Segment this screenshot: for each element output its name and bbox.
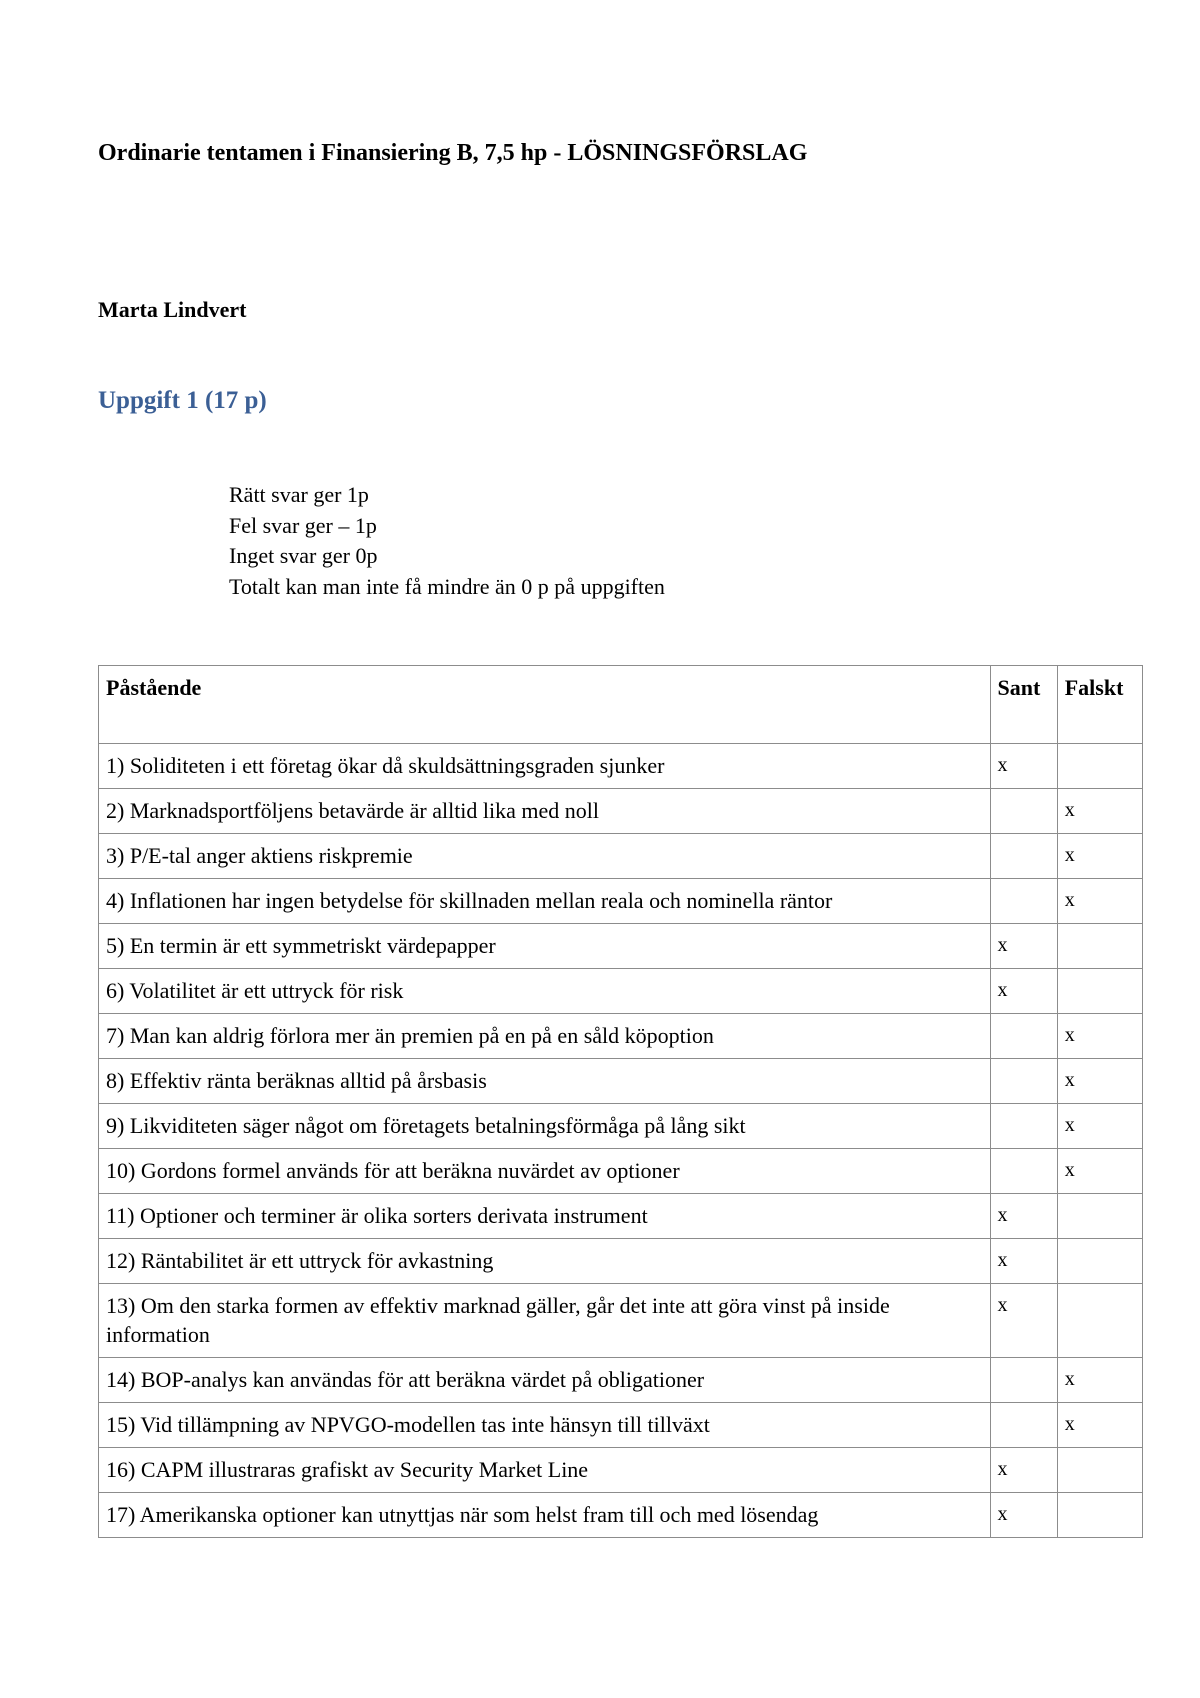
header-statement: Påstående	[99, 666, 991, 744]
falskt-cell	[1057, 924, 1142, 969]
table-row	[99, 1149, 1143, 1194]
falskt-cell	[1057, 1239, 1142, 1284]
rule-item: Rätt svar ger 1p	[229, 482, 369, 507]
statement-cell: 8) Effektiv ränta beräknas alltid på årsbasis	[99, 1059, 991, 1104]
sant-cell: x	[990, 1239, 1057, 1284]
statement-cell: 7) Man kan aldrig förlora mer än premien på en på en såld köpoption	[99, 1014, 991, 1059]
table-row	[99, 1194, 1143, 1239]
table-row	[99, 1239, 1143, 1284]
table-row	[99, 1448, 1143, 1493]
sant-cell: x	[990, 1284, 1057, 1358]
sant-cell	[990, 1403, 1057, 1448]
statement-cell: 13) Om den starka formen av effektiv marknad gäller, går det inte att göra vinst på inside information	[99, 1284, 991, 1358]
falskt-cell: x	[1057, 789, 1142, 834]
table-row	[99, 879, 1143, 924]
sant-cell: x	[990, 969, 1057, 1014]
table-row	[99, 924, 1143, 969]
sant-cell: x	[990, 744, 1057, 789]
statement-cell: 1) Soliditeten i ett företag ökar då skuldsättningsgraden sjunker	[99, 744, 991, 789]
document-title: Ordinarie tentamen i Finansiering B, 7,5 hp - LÖSNINGSFÖRSLAG	[98, 140, 808, 166]
rule-item: Totalt kan man inte få mindre än 0 p på uppgiften	[229, 573, 665, 599]
falskt-cell: x	[1057, 1149, 1142, 1194]
author-name: Marta Lindvert	[98, 297, 247, 322]
sant-cell	[990, 879, 1057, 924]
rule-item: Inget svar ger 0p	[229, 543, 378, 568]
table-header-row	[99, 666, 1143, 744]
statement-cell: 3) P/E-tal anger aktiens riskpremie	[99, 834, 991, 879]
statement-cell: 9) Likviditeten säger något om företagets betalningsförmåga på lång sikt	[99, 1104, 991, 1149]
falskt-cell: x	[1057, 1403, 1142, 1448]
falskt-cell: x	[1057, 1059, 1142, 1104]
falskt-cell	[1057, 1194, 1142, 1239]
section-heading: Uppgift 1 (17 p)	[98, 387, 267, 414]
falskt-cell	[1057, 744, 1142, 789]
falskt-cell	[1057, 1284, 1142, 1358]
sant-cell: x	[990, 1493, 1057, 1538]
falskt-cell: x	[1057, 834, 1142, 879]
statement-cell: 11) Optioner och terminer är olika sorters derivata instrument	[99, 1194, 991, 1239]
falskt-cell	[1057, 969, 1142, 1014]
header-falskt: Falskt	[1057, 666, 1142, 744]
statement-cell: 10) Gordons formel används för att beräkna nuvärdet av optioner	[99, 1149, 991, 1194]
statement-cell: 2) Marknadsportföljens betavärde är alltid lika med noll	[99, 789, 991, 834]
statement-cell: 17) Amerikanska optioner kan utnyttjas när som helst fram till och med lösendag	[99, 1493, 991, 1538]
table-row	[99, 1014, 1143, 1059]
table-row	[99, 1284, 1143, 1358]
statement-cell: 4) Inflationen har ingen betydelse för skillnaden mellan reala och nominella räntor	[99, 879, 991, 924]
falskt-cell: x	[1057, 1358, 1142, 1403]
falskt-cell: x	[1057, 879, 1142, 924]
sant-cell	[990, 1104, 1057, 1149]
sant-cell	[990, 1014, 1057, 1059]
rule-item: Fel svar ger – 1p	[229, 512, 377, 538]
sant-cell	[990, 1059, 1057, 1104]
table-row	[99, 789, 1143, 834]
statement-cell: 5) En termin är ett symmetriskt värdepapper	[99, 924, 991, 969]
sant-cell	[990, 1358, 1057, 1403]
statement-cell: 12) Räntabilitet är ett uttryck för avkastning	[99, 1239, 991, 1284]
statement-cell: 15) Vid tillämpning av NPVGO-modellen tas inte hänsyn till tillväxt	[99, 1403, 991, 1448]
table-row	[99, 969, 1143, 1014]
falskt-cell: x	[1057, 1104, 1142, 1149]
statement-cell: 16) CAPM illustraras grafiskt av Security Market Line	[99, 1448, 991, 1493]
answer-table	[98, 665, 1143, 1538]
sant-cell: x	[990, 924, 1057, 969]
sant-cell	[990, 834, 1057, 879]
sant-cell: x	[990, 1194, 1057, 1239]
table-row	[99, 1104, 1143, 1149]
table-row	[99, 1403, 1143, 1448]
statement-cell: 6) Volatilitet är ett uttryck för risk	[99, 969, 991, 1014]
table-row	[99, 1358, 1143, 1403]
falskt-cell	[1057, 1493, 1142, 1538]
table-row	[99, 1493, 1143, 1538]
statement-cell: 14) BOP-analys kan användas för att beräkna värdet på obligationer	[99, 1358, 991, 1403]
table-row	[99, 1059, 1143, 1104]
sant-cell: x	[990, 1448, 1057, 1493]
sant-cell	[990, 1149, 1057, 1194]
scoring-rules	[229, 480, 665, 602]
falskt-cell: x	[1057, 1014, 1142, 1059]
table-body	[99, 744, 1143, 1538]
header-sant: Sant	[990, 666, 1057, 744]
table-row	[99, 834, 1143, 879]
falskt-cell	[1057, 1448, 1142, 1493]
sant-cell	[990, 789, 1057, 834]
table-row	[99, 744, 1143, 789]
